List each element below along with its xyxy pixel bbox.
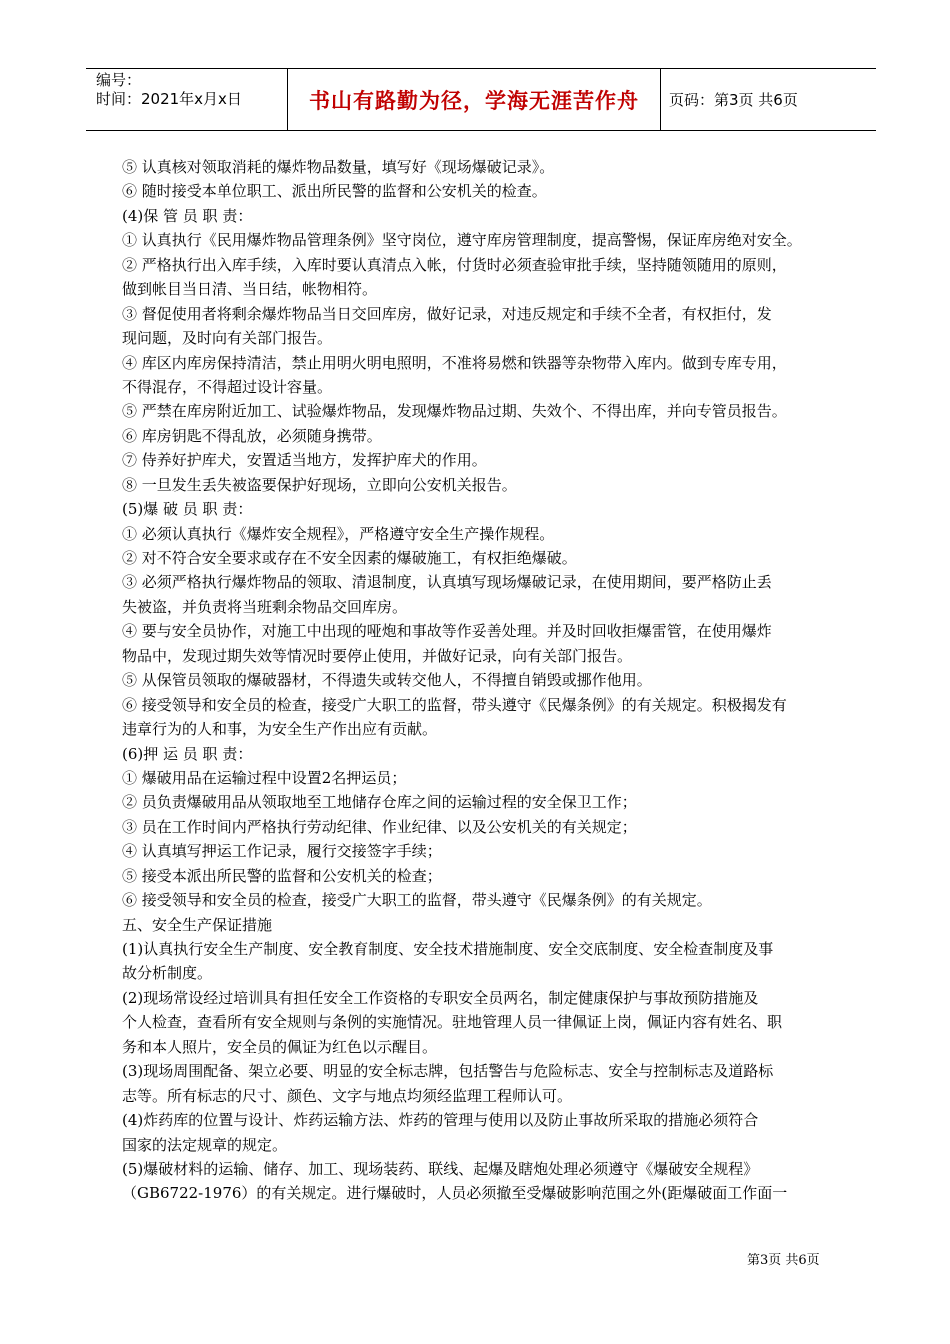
text-line: 故分析制度。 [122, 964, 213, 983]
page-header [86, 68, 876, 131]
text-line: ⑤ 从保管员领取的爆破器材，不得遗失或转交他人，不得擅自销毁或挪作他用。 [122, 671, 652, 690]
text-line: ⑥ 接受领导和安全员的检查，接受广大职工的监督，带头遵守《民爆条例》的有关规定。 [122, 891, 712, 910]
document-number-label: 编号： [96, 71, 142, 89]
header-meta [86, 69, 288, 130]
text-line: ⑤ 严禁在库房附近加工、试验爆炸物品，发现爆炸物品过期、失效个、不得出库，并向专管员报告。 [122, 402, 787, 421]
header-motto: 书山有路勤为径，学海无涯苦作舟 [288, 69, 661, 130]
text-line: ① 认真执行《民用爆炸物品管理条例》坚守岗位，遵守库房管理制度，提高警惕，保证库房绝对安全。 [122, 231, 802, 250]
text-line: (1)认真执行安全生产制度、安全教育制度、安全技术措施制度、安全交底制度、安全检查制度及事 [122, 940, 774, 958]
text-line: ③ 督促使用者将剩余爆炸物品当日交回库房，做好记录，对违反规定和手续不全者，有权拒付，发 [122, 304, 772, 323]
text-line: 务和本人照片，安全员的佩证为红色以示醒目。 [122, 1037, 438, 1056]
text-line: (6)押 运 员 职 责： [122, 744, 253, 763]
text-line: ② 严格执行出入库手续，入库时要认真清点入帐，付货时必须查验审批手续，坚持随领随用的原则， [122, 255, 787, 274]
text-line: ② 员负责爆破用品从领取地至工地储存仓库之间的运输过程的安全保卫工作； [122, 793, 637, 812]
text-line: ⑧ 一旦发生丢失被盗要保护好现场，立即向公安机关报告。 [122, 475, 517, 494]
text-line: (5)爆破材料的运输、储存、加工、现场装药、联线、起爆及瞎炮处理必须遵守《爆破安全规程》 [122, 1159, 759, 1178]
text-line: 违章行为的人和事，为安全生产作出应有贡献。 [122, 720, 438, 739]
text-line: (2)现场常设经过培训具有担任安全工作资格的专职安全员两名，制定健康保护与事故预防措施及 [122, 988, 759, 1007]
text-line: 现问题，及时向有关部门报告。 [122, 329, 333, 348]
text-line: ① 爆破用品在运输过程中设置2名押运员； [122, 768, 407, 787]
text-line: (4)保 管 员 职 责： [122, 206, 253, 225]
text-line: 个人检查，查看所有安全规则与条例的实施情况。驻地管理人员一律佩证上岗，佩证内容有姓名、职 [122, 1013, 783, 1032]
text-line: 做到帐目当日清、当日结，帐物相符。 [122, 280, 378, 299]
text-line: ⑥ 接受领导和安全员的检查，接受广大职工的监督，带头遵守《民爆条例》的有关规定。积极揭发有 [122, 695, 787, 714]
text-line: ① 必须认真执行《爆炸安全规程》，严格遵守安全生产操作规程。 [122, 524, 555, 543]
text-line: ③ 员在工作时间内严格执行劳动纪律、作业纪律、以及公安机关的有关规定； [122, 817, 637, 836]
text-line: ⑥ 随时接受本单位职工、派出所民警的监督和公安机关的检查。 [122, 182, 547, 201]
text-line: ② 对不符合安全要求或存在不安全因素的爆破施工，有权拒绝爆破。 [122, 549, 577, 567]
text-line: ⑥ 库房钥匙不得乱放，必须随身携带。 [122, 426, 382, 445]
text-line: ④ 库区内库房保持清洁，禁止用明火明电照明，不准将易燃和铁器等杂物带入库内。做到专库专用， [122, 353, 787, 372]
header-page-number: 页码：第3页 共6页 [669, 91, 798, 109]
text-line: ④ 要与安全员协作，对施工中出现的哑炮和事故等作妥善处理。并及时回收拒爆雷管，在使用爆炸 [122, 622, 772, 641]
text-line: (3)现场周围配备、架立必要、明显的安全标志牌，包括警告与危险标志、安全与控制标志及道路标 [122, 1062, 774, 1081]
text-line: 不得混存，不得超过设计容量。 [122, 377, 333, 396]
document-time-label: 时间：2021年x月x日 [96, 90, 242, 108]
text-line: 失被盗，并负责将当班剩余物品交回库房。 [122, 597, 408, 616]
text-line: (5)爆 破 员 职 责： [122, 500, 253, 519]
text-line: (4)炸药库的位置与设计、炸药运输方法、炸药的管理与使用以及防止事故所采取的措施必须符合 [122, 1111, 759, 1130]
text-line: ⑦ 侍养好护库犬，安置适当地方，发挥护库犬的作用。 [122, 451, 487, 470]
document-body [122, 155, 844, 1206]
text-line: 志等。所有标志的尺寸、颜色、文字与地点均须经监理工程师认可。 [122, 1086, 573, 1105]
text-line: ⑤ 认真核对领取消耗的爆炸物品数量，填写好《现场爆破记录》。 [122, 158, 555, 176]
text-line: 物品中，发现过期失效等情况时要停止使用，并做好记录，向有关部门报告。 [122, 646, 633, 665]
page-footer: 第3页 共6页 [747, 1253, 820, 1268]
text-line: 国家的法定规章的规定。 [122, 1135, 288, 1154]
text-line: （GB6722-1976）的有关规定。进行爆破时，人员必须撤至受爆破影响范围之外(距爆破面工作面一 [122, 1184, 788, 1203]
text-line: ④ 认真填写押运工作记录，履行交接签字手续； [122, 842, 442, 861]
text-line: ③ 必须严格执行爆炸物品的领取、清退制度，认真填写现场爆破记录，在使用期间，要严格防止丢 [122, 573, 772, 592]
text-line: 五、安全生产保证措施 [122, 915, 273, 934]
text-line: ⑤ 接受本派出所民警的监督和公安机关的检查； [122, 866, 442, 885]
